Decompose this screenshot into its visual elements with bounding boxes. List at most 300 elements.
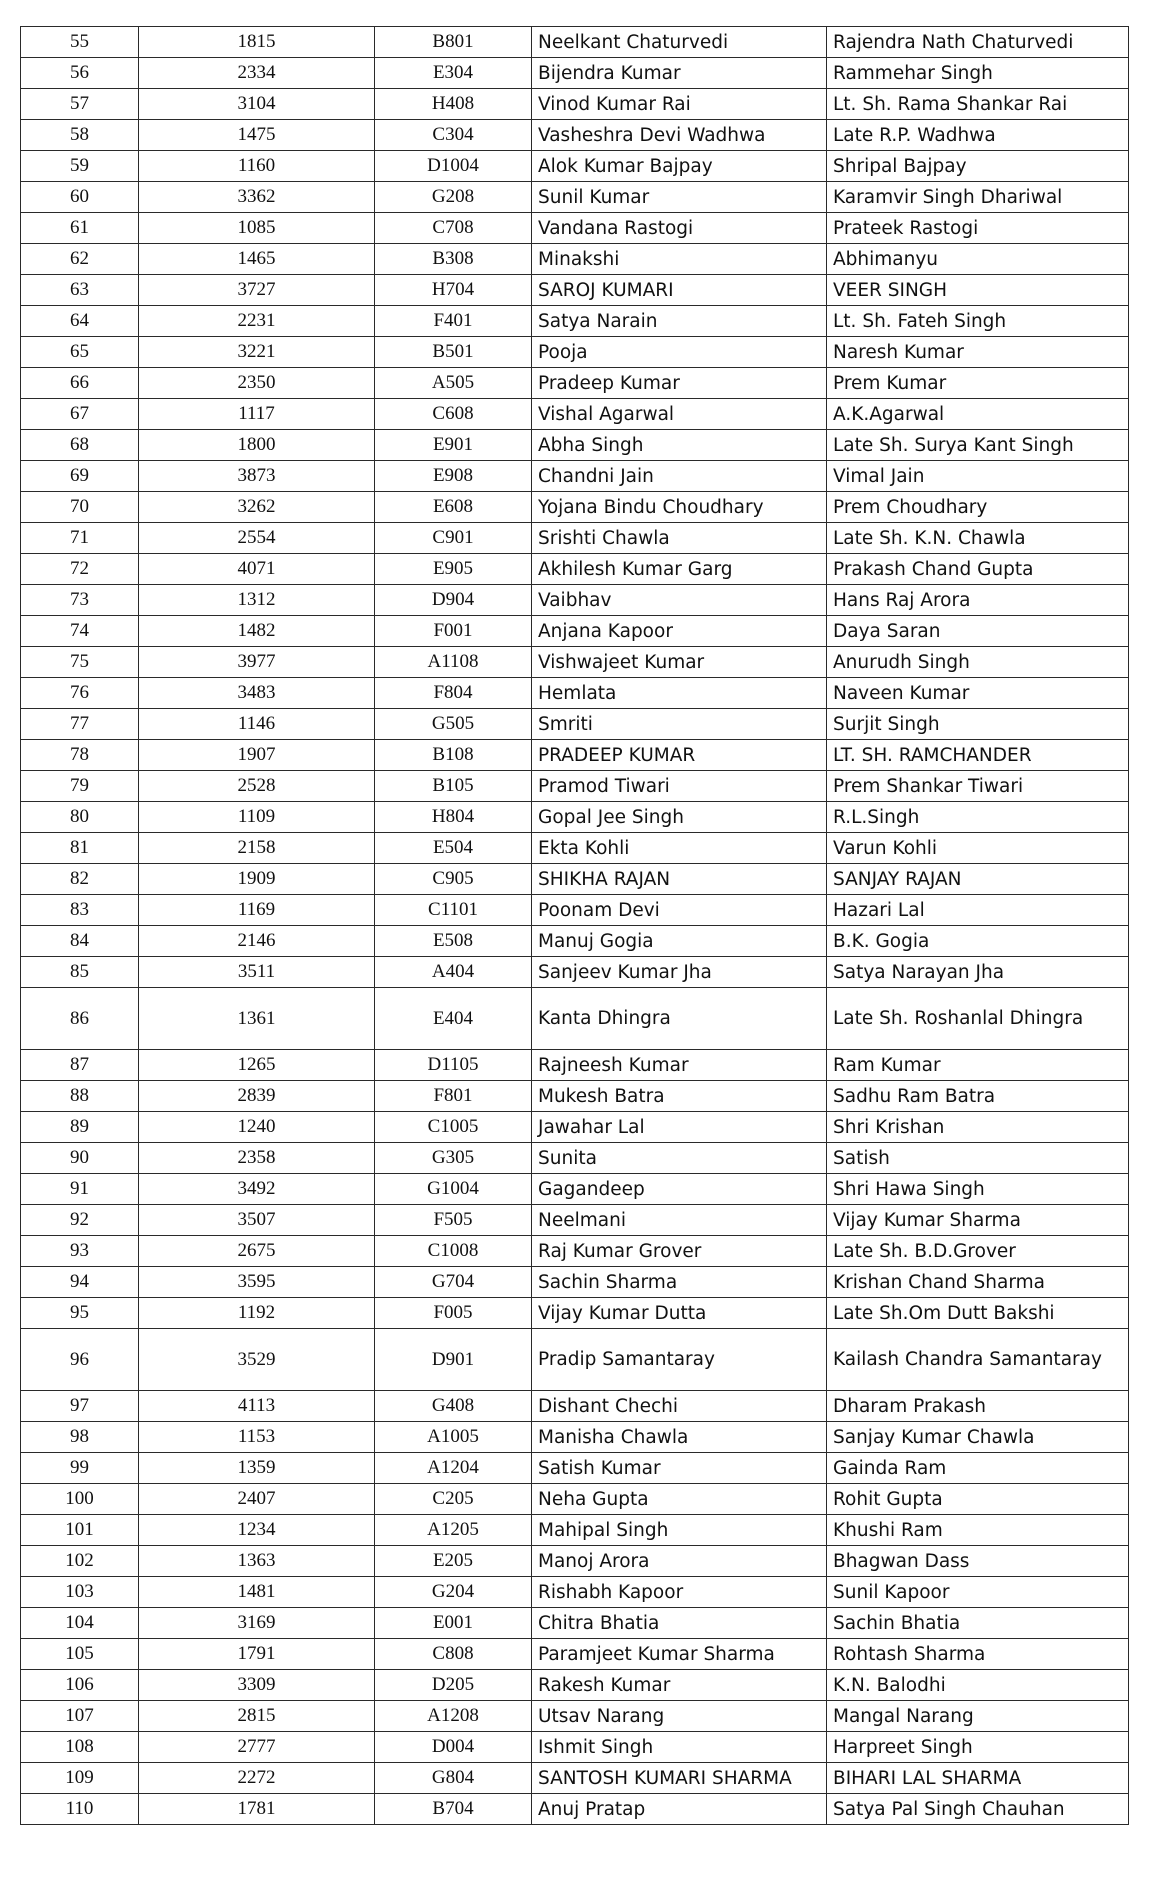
unit-number-cell: A1208 (375, 1701, 532, 1732)
member-id-cell: 1117 (139, 399, 375, 430)
member-name-cell: PRADEEP KUMAR (532, 740, 827, 771)
serial-number-cell: 71 (21, 523, 139, 554)
member-id-cell: 3529 (139, 1329, 375, 1391)
member-id-cell: 1800 (139, 430, 375, 461)
member-id-cell: 2675 (139, 1236, 375, 1267)
member-name-cell: Satya Narain (532, 306, 827, 337)
unit-number-cell: C708 (375, 213, 532, 244)
table-row (21, 585, 1129, 616)
unit-number-cell: H408 (375, 89, 532, 120)
member-table-body (21, 27, 1129, 1825)
table-row (21, 1267, 1129, 1298)
table-row (21, 1763, 1129, 1794)
member-id-cell: 1234 (139, 1515, 375, 1546)
relation-name-cell: Satya Narayan Jha (827, 957, 1129, 988)
member-name-cell: Kanta Dhingra (532, 988, 827, 1050)
member-name-cell: Anuj Pratap (532, 1794, 827, 1825)
member-name-cell: Gopal Jee Singh (532, 802, 827, 833)
unit-number-cell: C608 (375, 399, 532, 430)
member-id-cell: 4071 (139, 554, 375, 585)
member-name-cell: Alok Kumar Bajpay (532, 151, 827, 182)
member-id-cell: 3511 (139, 957, 375, 988)
unit-number-cell: G1004 (375, 1174, 532, 1205)
member-name-cell: Vasheshra Devi Wadhwa (532, 120, 827, 151)
member-id-cell: 1085 (139, 213, 375, 244)
member-name-cell: Gagandeep (532, 1174, 827, 1205)
table-row (21, 523, 1129, 554)
table-row (21, 1453, 1129, 1484)
relation-name-cell: Prem Shankar Tiwari (827, 771, 1129, 802)
unit-number-cell: D1105 (375, 1050, 532, 1081)
member-name-cell: Pradeep Kumar (532, 368, 827, 399)
serial-number-cell: 93 (21, 1236, 139, 1267)
unit-number-cell: E908 (375, 461, 532, 492)
member-id-cell: 1169 (139, 895, 375, 926)
serial-number-cell: 62 (21, 244, 139, 275)
member-id-cell: 3873 (139, 461, 375, 492)
serial-number-cell: 65 (21, 337, 139, 368)
serial-number-cell: 74 (21, 616, 139, 647)
member-id-cell: 3492 (139, 1174, 375, 1205)
relation-name-cell: Lt. Sh. Fateh Singh (827, 306, 1129, 337)
member-name-cell: SANTOSH KUMARI SHARMA (532, 1763, 827, 1794)
table-row (21, 1484, 1129, 1515)
member-name-cell: Neha Gupta (532, 1484, 827, 1515)
table-row (21, 244, 1129, 275)
serial-number-cell: 101 (21, 1515, 139, 1546)
serial-number-cell: 109 (21, 1763, 139, 1794)
unit-number-cell: C905 (375, 864, 532, 895)
serial-number-cell: 66 (21, 368, 139, 399)
serial-number-cell: 61 (21, 213, 139, 244)
member-id-cell: 3507 (139, 1205, 375, 1236)
unit-number-cell: C205 (375, 1484, 532, 1515)
member-name-cell: Anjana Kapoor (532, 616, 827, 647)
serial-number-cell: 99 (21, 1453, 139, 1484)
table-row (21, 1608, 1129, 1639)
relation-name-cell: Hazari Lal (827, 895, 1129, 926)
serial-number-cell: 108 (21, 1732, 139, 1763)
member-id-cell: 1482 (139, 616, 375, 647)
relation-name-cell: Late R.P. Wadhwa (827, 120, 1129, 151)
member-id-cell: 1465 (139, 244, 375, 275)
member-name-cell: Vijay Kumar Dutta (532, 1298, 827, 1329)
table-row (21, 306, 1129, 337)
unit-number-cell: H704 (375, 275, 532, 306)
member-name-cell: Chandni Jain (532, 461, 827, 492)
table-row (21, 182, 1129, 213)
relation-name-cell: Shri Krishan (827, 1112, 1129, 1143)
unit-number-cell: D1004 (375, 151, 532, 182)
serial-number-cell: 92 (21, 1205, 139, 1236)
serial-number-cell: 105 (21, 1639, 139, 1670)
unit-number-cell: B704 (375, 1794, 532, 1825)
member-id-cell: 2158 (139, 833, 375, 864)
unit-number-cell: E001 (375, 1608, 532, 1639)
relation-name-cell: B.K. Gogia (827, 926, 1129, 957)
member-id-cell: 3362 (139, 182, 375, 213)
table-row (21, 58, 1129, 89)
unit-number-cell: G204 (375, 1577, 532, 1608)
table-row (21, 1329, 1129, 1391)
unit-number-cell: B501 (375, 337, 532, 368)
member-name-cell: Mukesh Batra (532, 1081, 827, 1112)
relation-name-cell: Vijay Kumar Sharma (827, 1205, 1129, 1236)
member-id-cell: 2815 (139, 1701, 375, 1732)
serial-number-cell: 97 (21, 1391, 139, 1422)
relation-name-cell: Late Sh. K.N. Chawla (827, 523, 1129, 554)
unit-number-cell: G305 (375, 1143, 532, 1174)
relation-name-cell: Late Sh.Om Dutt Bakshi (827, 1298, 1129, 1329)
relation-name-cell: Khushi Ram (827, 1515, 1129, 1546)
table-row (21, 1670, 1129, 1701)
relation-name-cell: A.K.Agarwal (827, 399, 1129, 430)
member-id-cell: 2358 (139, 1143, 375, 1174)
unit-number-cell: C1008 (375, 1236, 532, 1267)
unit-number-cell: E205 (375, 1546, 532, 1577)
member-name-cell: Vandana Rastogi (532, 213, 827, 244)
member-name-cell: Bijendra Kumar (532, 58, 827, 89)
unit-number-cell: A1205 (375, 1515, 532, 1546)
unit-number-cell: F505 (375, 1205, 532, 1236)
member-name-cell: Neelmani (532, 1205, 827, 1236)
table-row (21, 771, 1129, 802)
table-row (21, 1546, 1129, 1577)
table-row (21, 926, 1129, 957)
relation-name-cell: Ram Kumar (827, 1050, 1129, 1081)
relation-name-cell: Naresh Kumar (827, 337, 1129, 368)
table-row (21, 1794, 1129, 1825)
serial-number-cell: 82 (21, 864, 139, 895)
serial-number-cell: 80 (21, 802, 139, 833)
relation-name-cell: Karamvir Singh Dhariwal (827, 182, 1129, 213)
unit-number-cell: C1005 (375, 1112, 532, 1143)
serial-number-cell: 72 (21, 554, 139, 585)
member-id-cell: 2231 (139, 306, 375, 337)
unit-number-cell: G804 (375, 1763, 532, 1794)
member-name-cell: Sachin Sharma (532, 1267, 827, 1298)
table-row (21, 678, 1129, 709)
unit-number-cell: C901 (375, 523, 532, 554)
member-name-cell: Sanjeev Kumar Jha (532, 957, 827, 988)
member-name-cell: Ishmit Singh (532, 1732, 827, 1763)
unit-number-cell: E905 (375, 554, 532, 585)
relation-name-cell: Satya Pal Singh Chauhan (827, 1794, 1129, 1825)
member-name-cell: Sunita (532, 1143, 827, 1174)
member-name-cell: SHIKHA RAJAN (532, 864, 827, 895)
table-row (21, 1050, 1129, 1081)
member-name-cell: Manuj Gogia (532, 926, 827, 957)
table-row (21, 1143, 1129, 1174)
member-name-cell: Sunil Kumar (532, 182, 827, 213)
relation-name-cell: Krishan Chand Sharma (827, 1267, 1129, 1298)
member-id-cell: 1481 (139, 1577, 375, 1608)
serial-number-cell: 98 (21, 1422, 139, 1453)
relation-name-cell: Daya Saran (827, 616, 1129, 647)
serial-number-cell: 73 (21, 585, 139, 616)
member-id-cell: 1192 (139, 1298, 375, 1329)
unit-number-cell: B801 (375, 27, 532, 58)
unit-number-cell: G704 (375, 1267, 532, 1298)
member-id-cell: 1359 (139, 1453, 375, 1484)
table-row (21, 89, 1129, 120)
serial-number-cell: 95 (21, 1298, 139, 1329)
unit-number-cell: A1005 (375, 1422, 532, 1453)
member-table (20, 26, 1129, 1825)
serial-number-cell: 86 (21, 988, 139, 1050)
serial-number-cell: 88 (21, 1081, 139, 1112)
member-name-cell: Poonam Devi (532, 895, 827, 926)
table-row (21, 1298, 1129, 1329)
member-id-cell: 3595 (139, 1267, 375, 1298)
member-id-cell: 1475 (139, 120, 375, 151)
relation-name-cell: Kailash Chandra Samantaray (827, 1329, 1129, 1391)
relation-name-cell: Late Sh. Surya Kant Singh (827, 430, 1129, 461)
table-row (21, 120, 1129, 151)
member-id-cell: 1160 (139, 151, 375, 182)
table-row (21, 554, 1129, 585)
unit-number-cell: G505 (375, 709, 532, 740)
table-row (21, 1205, 1129, 1236)
relation-name-cell: K.N. Balodhi (827, 1670, 1129, 1701)
unit-number-cell: A1108 (375, 647, 532, 678)
serial-number-cell: 91 (21, 1174, 139, 1205)
serial-number-cell: 63 (21, 275, 139, 306)
unit-number-cell: F001 (375, 616, 532, 647)
serial-number-cell: 110 (21, 1794, 139, 1825)
unit-number-cell: F401 (375, 306, 532, 337)
serial-number-cell: 57 (21, 89, 139, 120)
serial-number-cell: 77 (21, 709, 139, 740)
unit-number-cell: E901 (375, 430, 532, 461)
table-row (21, 27, 1129, 58)
member-name-cell: Chitra Bhatia (532, 1608, 827, 1639)
member-id-cell: 2554 (139, 523, 375, 554)
member-id-cell: 2350 (139, 368, 375, 399)
table-row (21, 275, 1129, 306)
member-name-cell: Manisha Chawla (532, 1422, 827, 1453)
table-row (21, 709, 1129, 740)
member-id-cell: 3169 (139, 1608, 375, 1639)
serial-number-cell: 103 (21, 1577, 139, 1608)
relation-name-cell: Late Sh. Roshanlal Dhingra (827, 988, 1129, 1050)
member-id-cell: 2407 (139, 1484, 375, 1515)
member-id-cell: 1153 (139, 1422, 375, 1453)
table-row (21, 1422, 1129, 1453)
table-row (21, 1081, 1129, 1112)
table-row (21, 895, 1129, 926)
table-row (21, 988, 1129, 1050)
member-name-cell: Vishal Agarwal (532, 399, 827, 430)
unit-number-cell: A404 (375, 957, 532, 988)
member-name-cell: Vaibhav (532, 585, 827, 616)
relation-name-cell: Anurudh Singh (827, 647, 1129, 678)
serial-number-cell: 102 (21, 1546, 139, 1577)
member-id-cell: 1265 (139, 1050, 375, 1081)
relation-name-cell: Satish (827, 1143, 1129, 1174)
relation-name-cell: Sunil Kapoor (827, 1577, 1129, 1608)
table-row (21, 368, 1129, 399)
table-row (21, 1515, 1129, 1546)
member-name-cell: Utsav Narang (532, 1701, 827, 1732)
member-id-cell: 2146 (139, 926, 375, 957)
serial-number-cell: 100 (21, 1484, 139, 1515)
unit-number-cell: D904 (375, 585, 532, 616)
table-row (21, 1577, 1129, 1608)
serial-number-cell: 64 (21, 306, 139, 337)
member-name-cell: Pooja (532, 337, 827, 368)
serial-number-cell: 85 (21, 957, 139, 988)
member-id-cell: 3221 (139, 337, 375, 368)
member-id-cell: 1240 (139, 1112, 375, 1143)
unit-number-cell: B108 (375, 740, 532, 771)
serial-number-cell: 96 (21, 1329, 139, 1391)
relation-name-cell: Bhagwan Dass (827, 1546, 1129, 1577)
member-name-cell: Hemlata (532, 678, 827, 709)
member-id-cell: 3309 (139, 1670, 375, 1701)
unit-number-cell: F005 (375, 1298, 532, 1329)
table-row (21, 1732, 1129, 1763)
member-id-cell: 1146 (139, 709, 375, 740)
serial-number-cell: 76 (21, 678, 139, 709)
table-row (21, 1112, 1129, 1143)
member-id-cell: 2777 (139, 1732, 375, 1763)
relation-name-cell: VEER SINGH (827, 275, 1129, 306)
relation-name-cell: Abhimanyu (827, 244, 1129, 275)
unit-number-cell: A1204 (375, 1453, 532, 1484)
serial-number-cell: 67 (21, 399, 139, 430)
member-id-cell: 1791 (139, 1639, 375, 1670)
serial-number-cell: 60 (21, 182, 139, 213)
serial-number-cell: 84 (21, 926, 139, 957)
table-row (21, 957, 1129, 988)
unit-number-cell: C808 (375, 1639, 532, 1670)
relation-name-cell: Rajendra Nath Chaturvedi (827, 27, 1129, 58)
serial-number-cell: 70 (21, 492, 139, 523)
relation-name-cell: Sanjay Kumar Chawla (827, 1422, 1129, 1453)
member-id-cell: 1109 (139, 802, 375, 833)
relation-name-cell: Prem Kumar (827, 368, 1129, 399)
relation-name-cell: BIHARI LAL SHARMA (827, 1763, 1129, 1794)
unit-number-cell: G208 (375, 182, 532, 213)
serial-number-cell: 90 (21, 1143, 139, 1174)
relation-name-cell: Surjit Singh (827, 709, 1129, 740)
unit-number-cell: E304 (375, 58, 532, 89)
serial-number-cell: 68 (21, 430, 139, 461)
document-page (20, 26, 1129, 1825)
member-name-cell: Pradip Samantaray (532, 1329, 827, 1391)
relation-name-cell: Sachin Bhatia (827, 1608, 1129, 1639)
relation-name-cell: R.L.Singh (827, 802, 1129, 833)
serial-number-cell: 69 (21, 461, 139, 492)
relation-name-cell: Shri Hawa Singh (827, 1174, 1129, 1205)
relation-name-cell: Prateek Rastogi (827, 213, 1129, 244)
unit-number-cell: C1101 (375, 895, 532, 926)
member-id-cell: 1363 (139, 1546, 375, 1577)
unit-number-cell: F801 (375, 1081, 532, 1112)
relation-name-cell: Harpreet Singh (827, 1732, 1129, 1763)
unit-number-cell: D004 (375, 1732, 532, 1763)
serial-number-cell: 75 (21, 647, 139, 678)
serial-number-cell: 59 (21, 151, 139, 182)
member-name-cell: Dishant Chechi (532, 1391, 827, 1422)
unit-number-cell: D901 (375, 1329, 532, 1391)
member-name-cell: Satish Kumar (532, 1453, 827, 1484)
serial-number-cell: 104 (21, 1608, 139, 1639)
table-row (21, 430, 1129, 461)
relation-name-cell: Prakash Chand Gupta (827, 554, 1129, 585)
member-id-cell: 1361 (139, 988, 375, 1050)
member-name-cell: Raj Kumar Grover (532, 1236, 827, 1267)
relation-name-cell: Naveen Kumar (827, 678, 1129, 709)
serial-number-cell: 58 (21, 120, 139, 151)
member-name-cell: Manoj Arora (532, 1546, 827, 1577)
table-row (21, 151, 1129, 182)
member-id-cell: 1312 (139, 585, 375, 616)
member-name-cell: Neelkant Chaturvedi (532, 27, 827, 58)
table-row (21, 213, 1129, 244)
member-name-cell: Paramjeet Kumar Sharma (532, 1639, 827, 1670)
member-name-cell: Srishti Chawla (532, 523, 827, 554)
relation-name-cell: Dharam Prakash (827, 1391, 1129, 1422)
member-name-cell: Jawahar Lal (532, 1112, 827, 1143)
serial-number-cell: 106 (21, 1670, 139, 1701)
table-row (21, 616, 1129, 647)
unit-number-cell: H804 (375, 802, 532, 833)
table-row (21, 1236, 1129, 1267)
table-row (21, 399, 1129, 430)
relation-name-cell: Rammehar Singh (827, 58, 1129, 89)
member-id-cell: 3977 (139, 647, 375, 678)
table-row (21, 864, 1129, 895)
table-row (21, 461, 1129, 492)
table-row (21, 337, 1129, 368)
unit-number-cell: G408 (375, 1391, 532, 1422)
member-name-cell: Pramod Tiwari (532, 771, 827, 802)
member-name-cell: Mahipal Singh (532, 1515, 827, 1546)
table-row (21, 833, 1129, 864)
relation-name-cell: Varun Kohli (827, 833, 1129, 864)
member-id-cell: 2334 (139, 58, 375, 89)
table-row (21, 802, 1129, 833)
table-row (21, 1639, 1129, 1670)
member-id-cell: 1909 (139, 864, 375, 895)
relation-name-cell: Prem Choudhary (827, 492, 1129, 523)
unit-number-cell: F804 (375, 678, 532, 709)
table-row (21, 740, 1129, 771)
member-name-cell: Yojana Bindu Choudhary (532, 492, 827, 523)
table-row (21, 492, 1129, 523)
unit-number-cell: A505 (375, 368, 532, 399)
member-name-cell: Akhilesh Kumar Garg (532, 554, 827, 585)
relation-name-cell: Rohit Gupta (827, 1484, 1129, 1515)
serial-number-cell: 89 (21, 1112, 139, 1143)
member-name-cell: Rishabh Kapoor (532, 1577, 827, 1608)
member-name-cell: Rajneesh Kumar (532, 1050, 827, 1081)
unit-number-cell: E608 (375, 492, 532, 523)
member-name-cell: Minakshi (532, 244, 827, 275)
member-name-cell: Smriti (532, 709, 827, 740)
relation-name-cell: Shripal Bajpay (827, 151, 1129, 182)
table-row (21, 1701, 1129, 1732)
table-row (21, 1391, 1129, 1422)
member-name-cell: Vinod Kumar Rai (532, 89, 827, 120)
unit-number-cell: C304 (375, 120, 532, 151)
unit-number-cell: E504 (375, 833, 532, 864)
relation-name-cell: Mangal Narang (827, 1701, 1129, 1732)
relation-name-cell: Hans Raj Arora (827, 585, 1129, 616)
table-row (21, 647, 1129, 678)
